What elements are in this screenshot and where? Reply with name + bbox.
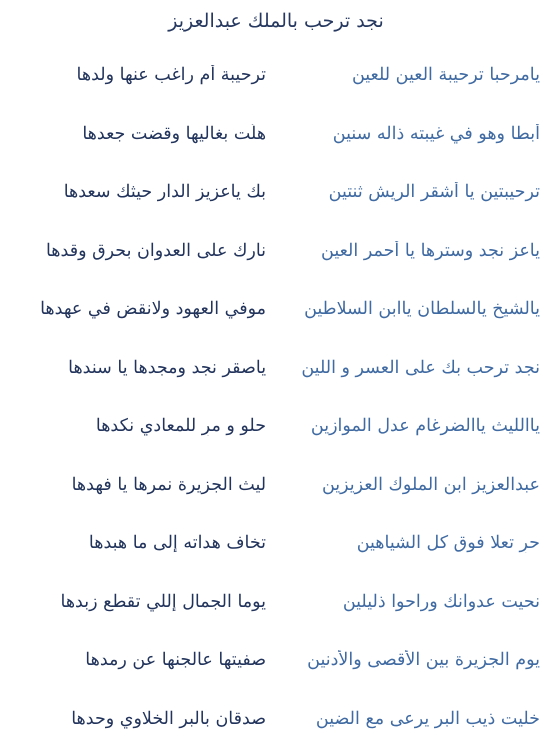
verse-line (12, 46, 540, 105)
verse-first-hemistich: حرٍ تعلا فوق كل الشياهين (356, 533, 540, 554)
verse-second-hemistich: ياصقر نجد ومجدها يا سندها (68, 357, 267, 378)
verse-line (12, 397, 540, 456)
verse-first-hemistich: ترحيبتين يا أشقر الريش ثنتين (328, 182, 540, 203)
verse-second-hemistich: صدقان بالبر الخلاوي وحدها (71, 708, 267, 729)
verse-line (12, 105, 540, 164)
verse-first-hemistich: ياعز نجد وسترها يا أحمر العين (321, 240, 540, 261)
verse-second-hemistich: يوما الجمال إللي تقطع زبدها (60, 591, 267, 612)
verse-second-hemistich: بك ياعزيز الدار حيثك سعدها (63, 182, 267, 203)
verse-first-hemistich: نجد ترحب بك على العسر و اللين (301, 357, 540, 378)
verse-first-hemistich: ياالليث ياالضرغام عدل الموازين (310, 416, 540, 437)
verse-list (12, 46, 540, 748)
verse-first-hemistich: نحيت عدوانك وراحوا ذليلين (342, 591, 540, 612)
verse-line (12, 573, 540, 632)
verse-second-hemistich: صفيتها عالجنها عن رمدها (85, 650, 267, 671)
verse-first-hemistich: عبدالعزيز ابن الملوك العزيزين (321, 474, 540, 495)
poem-title: نجد ترحب بالملك عبدالعزيز (168, 10, 384, 32)
verse-first-hemistich: خليت ذيب البر يرعى مع الضين (315, 708, 540, 729)
verse-line (12, 280, 540, 339)
verse-first-hemistich: يامرحبا ترحيبة العين للعين (351, 65, 540, 86)
verse-line (12, 163, 540, 222)
verse-line (12, 514, 540, 573)
verse-second-hemistich: موفي العهود ولانقض في عهدها (40, 299, 267, 320)
verse-first-hemistich: أبطا وهو في غيبته ذاله سنين (332, 123, 540, 144)
verse-first-hemistich: يالشيخ يالسلطان ياابن السلاطين (304, 299, 540, 320)
verse-line (12, 222, 540, 281)
verse-line (12, 339, 540, 398)
verse-second-hemistich: ترحيبة أم راغب عنها ولدها (76, 65, 267, 86)
verse-line (12, 631, 540, 690)
verse-first-hemistich: يوم الجزيرة بين الأقصى والأدنين (307, 650, 540, 671)
verse-line (12, 456, 540, 515)
verse-second-hemistich: ليث الجزيرة نمرها يا فهدها (71, 474, 267, 495)
verse-second-hemistich: تخاف هداته إلى ما هبدها (88, 533, 267, 554)
verse-line (12, 690, 540, 749)
verse-second-hemistich: حلو و مرٍ للمعادي نكدها (95, 416, 267, 437)
verse-second-hemistich: هلّت بغاليها وقضت جعدها (82, 123, 267, 144)
verse-second-hemistich: نارك على العدوان بحرق وقدها (45, 240, 267, 261)
